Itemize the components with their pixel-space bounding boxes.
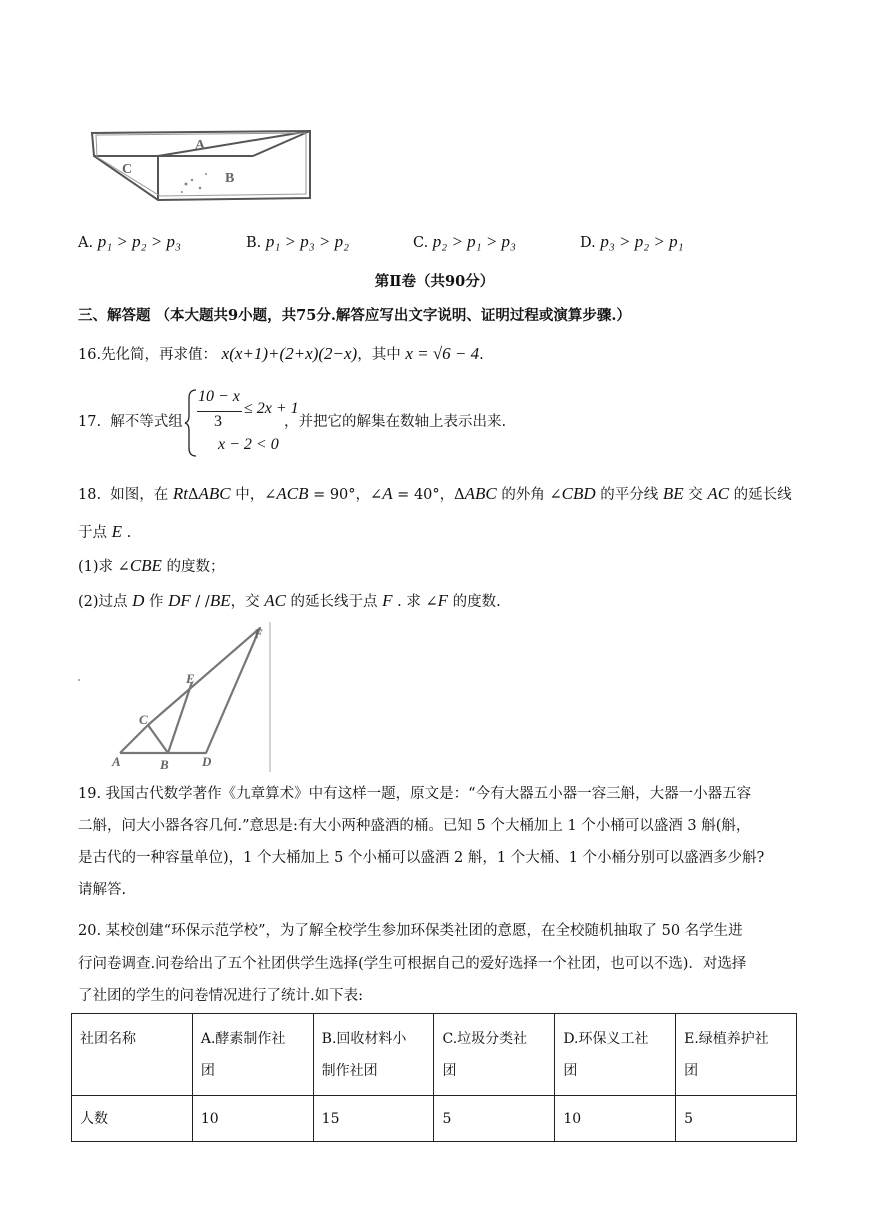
- table-cell: 10: [192, 1096, 313, 1142]
- question-17-number: [78, 412, 183, 432]
- box-label-a: A: [195, 138, 206, 153]
- club-survey-table: [71, 1013, 797, 1142]
- fraction-numerator: 10 − x: [198, 388, 240, 405]
- vertex-f: F: [254, 626, 263, 641]
- question-20-line: 20. 某校创建“环保示范学校”，为了解全校学生参加环保类社团的意愿，在全校随机抽取了 50 名学生进: [78, 923, 743, 939]
- section-title: 第Ⅱ卷（共90分）: [374, 273, 495, 290]
- question-18-line-1: 18. 如图，在 RtΔABC 中，∠ACB = 90°，∠A = 40°，ΔABC 的外角 ∠CBD 的平分线 BE 交 AC 的延长线: [78, 484, 792, 503]
- fraction-bar: [197, 411, 242, 412]
- option-expression: p₃ > p₂ > p₁: [600, 232, 684, 251]
- option-a: [78, 232, 181, 253]
- option-d: [580, 232, 684, 253]
- table-header-cell: B.回收材料小 制作社团: [313, 1014, 434, 1096]
- question-20-line: 了社团的学生的问卷情况进行了统计.如下表:: [78, 988, 363, 1004]
- table-cell: 15: [313, 1096, 434, 1142]
- table-header-label: 社团名称: [72, 1014, 193, 1096]
- question-number: 16.: [78, 347, 102, 363]
- question-19-line: 是古代的一种容量单位)，1 个大桶加上 5 个小桶可以盛酒 2 斛，1 个大桶、1 个小桶分别可以盛酒多少斛?: [78, 850, 765, 866]
- question-number: 17.: [78, 414, 102, 430]
- vertex-d: D: [202, 754, 212, 769]
- triangle-figure: [76, 620, 276, 772]
- table-header-cell: C.垃圾分类社 团: [434, 1014, 555, 1096]
- vertex-a: A: [112, 754, 121, 769]
- vertex-c: C: [139, 712, 148, 727]
- option-letter: B.: [246, 235, 262, 251]
- cuboid-figure: [88, 128, 318, 208]
- question-19-line: 19. 我国古代数学著作《九章算术》中有这样一题，原文是：“今有大器五小器一容三斛，大器一小器五容: [78, 786, 752, 802]
- question-19-line: 请解答.: [78, 882, 127, 898]
- box-label-b: B: [225, 171, 235, 186]
- question-19-line: 二斛，问大小器各容几何.”意思是:有大小两种盛酒的桶。已知 5 个大桶加上 1 个小桶可以盛酒 3 斛(斛，: [78, 818, 751, 834]
- option-letter: D.: [580, 235, 596, 251]
- inequality-2: x − 2 < 0: [218, 436, 279, 453]
- question-text: 先化简，再求值：: [101, 347, 218, 363]
- question-17-tail: ，并把它的解集在数轴上表示出来.: [284, 414, 507, 430]
- table-row: [72, 1096, 797, 1142]
- brace-icon: [184, 388, 198, 458]
- option-expression: p₁ > p₂ > p₃: [97, 232, 181, 251]
- fraction-denominator: 3: [214, 413, 222, 430]
- box-label-c: C: [122, 162, 133, 177]
- question-text: 解不等式组: [110, 414, 183, 430]
- question-16: [78, 344, 484, 365]
- table-header-row: [72, 1014, 797, 1096]
- table-cell: 10: [555, 1096, 676, 1142]
- table-cell: 5: [434, 1096, 555, 1142]
- vertex-b: B: [160, 757, 169, 772]
- vertex-e: E: [186, 671, 195, 686]
- option-expression: p₂ > p₁ > p₃: [432, 232, 516, 251]
- table-header-cell: D.环保义工社 团: [555, 1014, 676, 1096]
- option-letter: C.: [413, 235, 429, 251]
- question-text: ，其中: [357, 347, 401, 363]
- question-20-line: 行问卷调查.问卷给出了五个社团供学生选择(学生可根据自己的爱好选择一个社团，也可以不选)．对选择: [78, 956, 747, 972]
- given-value: x = √6 − 4: [405, 344, 480, 363]
- question-18-sub-1: (1)求 ∠CBE 的度数；: [78, 556, 225, 575]
- question-18-line-2: 于点 E .: [78, 522, 132, 541]
- option-c: [413, 232, 516, 253]
- table-header-cell: A.酵素制作社 团: [192, 1014, 313, 1096]
- table-row-label: 人数: [72, 1096, 193, 1142]
- part-heading: 三、解答题 （本大题共9小题，共75分.解答应写出文字说明、证明过程或演算步骤.）: [78, 307, 631, 324]
- expression: x(x+1)+(2+x)(2−x): [221, 344, 358, 363]
- table-cell: 5: [676, 1096, 797, 1142]
- table-header-cell: E.绿植养护社 团: [676, 1014, 797, 1096]
- question-18-sub-2: (2)过点 D 作 DF / /BE，交 AC 的延长线于点 F . 求 ∠F 的度数.: [78, 591, 501, 610]
- inequality-1-rhs: ≤ 2x + 1: [244, 400, 299, 417]
- option-expression: p₁ > p₃ > p₂: [265, 232, 350, 251]
- option-b: [246, 232, 349, 253]
- question-end: .: [479, 347, 484, 363]
- option-letter: A.: [78, 235, 94, 251]
